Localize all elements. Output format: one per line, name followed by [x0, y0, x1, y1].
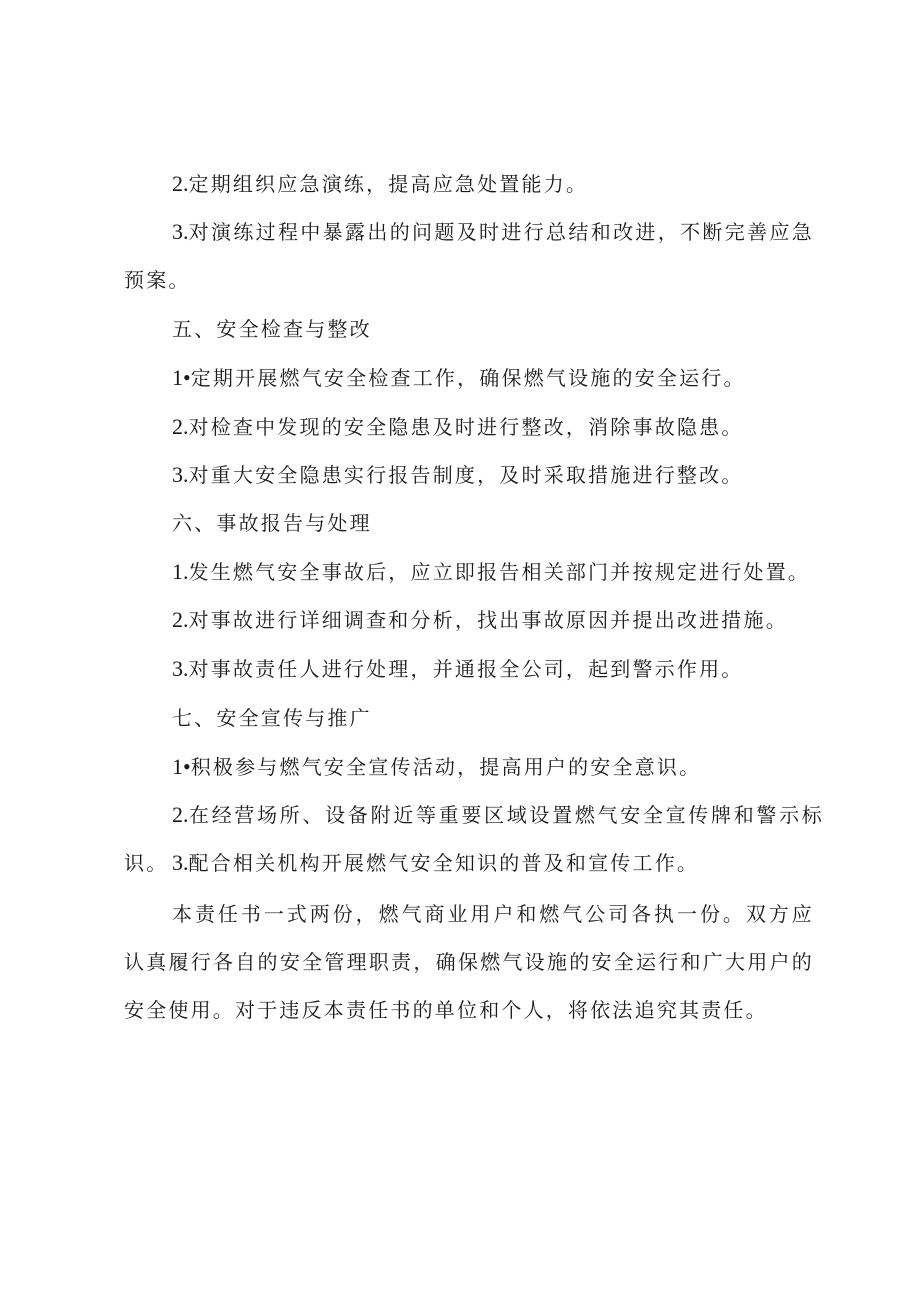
paragraph-3 — [124, 354, 814, 402]
item-number: 1• — [172, 365, 191, 390]
paragraph-2 — [124, 208, 814, 304]
paragraph-text: 本责任书一式两份，燃气商业用户和燃气公司各执一份。双方应认真履行各自的安全管理职责，确保燃气设施的安全运行和广大用户的安全使用。对于违反本责任书的单位和个人，将依法追究其责任。 — [124, 902, 814, 1022]
paragraph-11 — [124, 839, 814, 887]
paragraph-6 — [124, 548, 814, 596]
paragraph-text: 在经营场所、设备附近等重要区域设置燃气安全宣传牌和警示标识。 — [124, 803, 824, 875]
section-heading-5 — [124, 305, 814, 353]
closing-paragraph — [124, 890, 814, 1034]
paragraph-7 — [124, 596, 814, 644]
paragraph-text: 对事故进行详细调查和分析，找出事故原因并提出改进措施。 — [188, 608, 788, 632]
item-number: 3. — [172, 219, 189, 244]
section-heading-7 — [124, 694, 814, 742]
paragraph-text: 配合相关机构开展燃气安全知识的普及和宣传工作。 — [188, 851, 700, 875]
item-number: 2. — [172, 607, 189, 632]
paragraph-9 — [124, 743, 814, 791]
paragraph-text: 发生燃气安全事故后，应立即报告相关部门并按规定进行处置。 — [188, 560, 811, 584]
paragraph-text: 对检查中发现的安全隐患及时进行整改，消除事故隐患。 — [188, 415, 744, 439]
paragraph-text: 定期开展燃气安全检查工作，确保燃气设施的安全运行。 — [190, 366, 746, 390]
paragraph-4 — [124, 403, 814, 451]
paragraph-1 — [124, 160, 814, 208]
item-number: 1• — [172, 754, 191, 779]
item-number: 3. — [172, 850, 189, 875]
item-number: 2. — [172, 414, 189, 439]
item-number: 2. — [172, 802, 189, 827]
paragraph-8 — [124, 645, 814, 693]
heading-text: 五、安全检查与整改 — [172, 317, 372, 341]
paragraph-text: 对演练过程中暴露出的问题及时进行总结和改进，不断完善应急预案。 — [124, 220, 814, 292]
paragraph-text: 对事故责任人进行处理，并通报全公司，起到警示作用。 — [188, 657, 744, 681]
paragraph-text: 定期组织应急演练，提高应急处置能力。 — [188, 172, 589, 196]
paragraph-text: 对重大安全隐患实行报告制度，及时采取措施进行整改。 — [188, 463, 744, 487]
item-number: 2. — [172, 171, 189, 196]
heading-text: 七、安全宣传与推广 — [172, 706, 372, 730]
item-number: 3. — [172, 462, 189, 487]
paragraph-5 — [124, 451, 814, 499]
item-number: 1. — [172, 559, 189, 584]
item-number: 3. — [172, 656, 189, 681]
paragraph-text: 积极参与燃气安全宣传活动，提高用户的安全意识。 — [190, 755, 702, 779]
heading-text: 六、事故报告与处理 — [172, 511, 372, 535]
section-heading-6 — [124, 499, 814, 547]
